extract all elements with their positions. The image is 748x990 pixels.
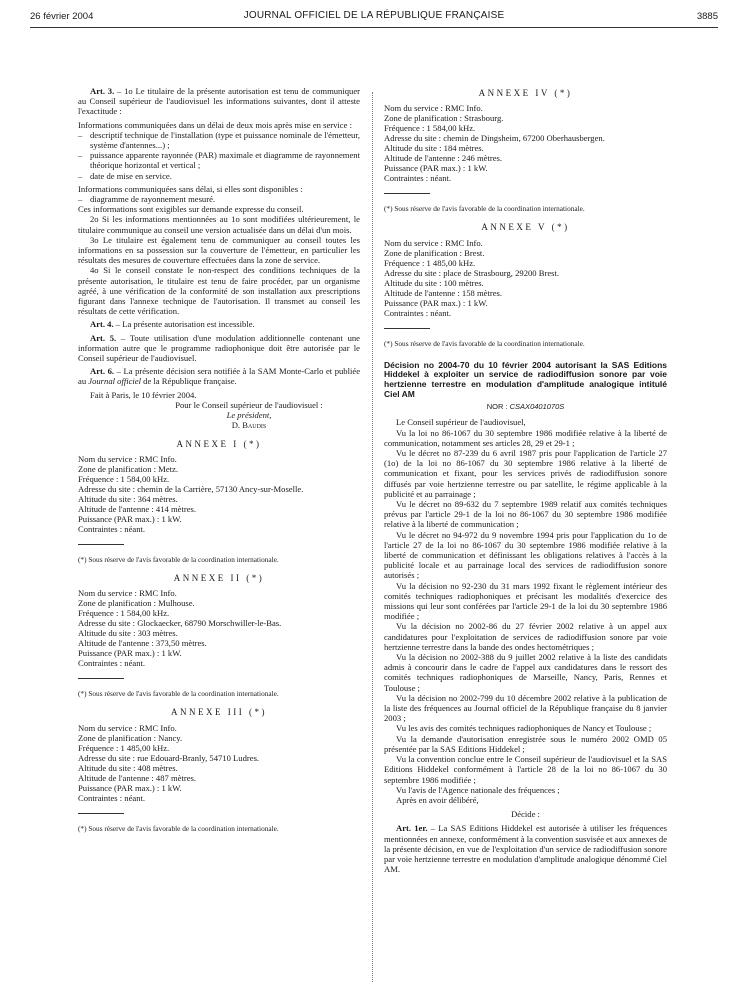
annex-line: Nom du service : RMC Info. xyxy=(78,722,177,733)
annex-line: Altitude de l'antenne : 414 mètres. xyxy=(78,503,197,514)
decision-article-1 xyxy=(384,823,667,874)
annex-3-title: ANNEXE III (*) xyxy=(171,707,267,718)
vu-item: Vu la demande d'autorisation enregistrée sous le numéro 2002 OMD 05 présentée par la SAS Editions Hiddekel ; xyxy=(384,733,667,754)
footnote-rule xyxy=(78,813,124,814)
nor-code: CSAX0401070S xyxy=(509,402,565,412)
annex-line: Fréquence : 1 584,00 kHz. xyxy=(78,608,170,619)
paragraph-2: 2o Si les informations mentionnées au 1o sont modifiées ultérieurement, le titulaire communique au conseil une version actualisée dans un délai d'un mois. xyxy=(78,214,360,235)
decision-article-1-text: – La SAS Editions Hiddekel est autorisée à utiliser les fréquences mentionnées en annexe, conformément à la convention susvisée et aux annexes de la présente décision, en vue de l'exploitation d'un service de radiodiffusion sonore par voie hertzienne terrestre en modulation d'amplitude analogique dénommé Ciel AM. xyxy=(384,823,668,875)
info-exigibles: Ces informations sont exigibles sur demande expresse du conseil. xyxy=(78,204,304,215)
article-3 xyxy=(78,86,360,117)
annex-line: Contraintes : néant. xyxy=(78,792,146,803)
annex-2-body xyxy=(78,588,360,668)
article-3-intro: – 1o Le titulaire de la présente autorisation est tenu de communiquer au Conseil supérieur de l'audiovisuel les informations suivantes, dont il atteste l'exactitude : xyxy=(78,86,360,117)
annex-4-body xyxy=(384,103,667,183)
annex-line: Adresse du site : rue Edouard-Branly, 54710 Ludres. xyxy=(78,752,260,763)
left-column xyxy=(78,86,360,834)
paragraph-4: 4o Si le conseil constate le non-respect des conditions techniques de la présente autorisation, le titulaire est tenu de faire procéder, par un organisme agréé, à une vérification de la conformité de son installation aux prescriptions figurant dans l'annexe technique de l'autorisation. Il transmet au conseil les résultats de cette vérification. xyxy=(78,265,360,317)
annex-line: Puissance (PAR max.) : 1 kW. xyxy=(384,297,488,308)
signatory-role: Pour le Conseil supérieur de l'audiovisuel : xyxy=(175,399,323,410)
nor-label: NOR : xyxy=(486,402,510,412)
annex-line: Altitude du site : 100 mètres. xyxy=(384,277,484,288)
annex-line: Contraintes : néant. xyxy=(78,523,146,534)
annex-line: Puissance (PAR max.) : 1 kW. xyxy=(78,782,182,793)
header-rule xyxy=(30,27,718,28)
nor-reference xyxy=(384,402,667,412)
annex-line: Nom du service : RMC Info. xyxy=(78,588,177,599)
vu-item: Vu les avis des comités techniques radiophoniques de Nancy et Toulouse ; xyxy=(396,723,652,734)
footnote: (*) Sous réserve de l'avis favorable de la coordination internationale. xyxy=(384,204,585,214)
vu-item: Vu la convention conclue entre le Conseil supérieur de l'audiovisuel et la SAS Editions Hiddekel conformément à l'article 28 de la loi no 86-1067 du 30 septembre 1986 modifiée ; xyxy=(384,754,667,785)
annex-line: Nom du service : RMC Info. xyxy=(384,103,483,114)
footnote: (*) Sous réserve de l'avis favorable de la coordination internationale. xyxy=(78,554,279,564)
article-5-text: – Toute utilisation d'une modulation additionnelle contenant une information autre que le programme radiophonique doit être autorisée par le Conseil supérieur de l'audiovisuel. xyxy=(78,332,360,364)
article-4 xyxy=(78,319,360,329)
decision-intro: Le Conseil supérieur de l'audiovisuel, xyxy=(396,417,526,428)
annex-1-body xyxy=(78,454,360,534)
decide-heading: Décide : xyxy=(511,809,540,820)
footnote-rule xyxy=(78,544,124,545)
list-item: – descriptif technique de l'installation (type et puissance nominale de l'émetteur, système d'antennes...) ; xyxy=(78,130,360,150)
article-6-label: Art. 6. xyxy=(90,366,115,377)
annex-line: Altitude de l'antenne : 158 mètres. xyxy=(384,287,503,298)
annex-line: Contraintes : néant. xyxy=(78,658,146,669)
decision-article-1-label: Art. 1er. xyxy=(396,823,428,834)
footnote-rule xyxy=(384,193,430,194)
article-6-text-b: de la République française. xyxy=(141,376,237,387)
annex-line: Nom du service : RMC Info. xyxy=(78,453,177,464)
page-header xyxy=(30,8,718,24)
list-item: – puissance apparente rayonnée (PAR) maximale et diagramme de rayonnement théorique horizontal et vertical ; xyxy=(78,150,360,170)
annex-1-title: ANNEXE I (*) xyxy=(176,438,262,449)
annex-3-body xyxy=(78,723,360,803)
article-6 xyxy=(78,366,360,386)
vu-item: Vu la décision no 2002-388 du 9 juillet 2002 relative à la liste des candidats admis à concourir dans le cadre de l'appel aux candidatures dans le ressort des comités techniques radiophoniques de Marseille, Nancy, Paris, Rennes et Toulouse ; xyxy=(384,652,667,693)
annex-4-title: ANNEXE IV (*) xyxy=(478,88,573,98)
annex-line: Contraintes : néant. xyxy=(384,173,452,184)
list-item: – diagramme de rayonnement mesuré. xyxy=(78,194,360,204)
vu-item: Vu la décision no 2002-86 du 27 février 2002 relative à un appel aux candidatures pour l'exploitation de services de radiodiffusion sonore par voie hertzienne terrestre dans la bande des ondes hectométriques ; xyxy=(384,621,667,652)
footnote-rule xyxy=(78,678,124,679)
annex-line: Puissance (PAR max.) : 1 kW. xyxy=(78,648,182,659)
article-6-text-a: – La présente décision sera notifiée à la SAM Monte-Carlo et publiée au xyxy=(78,366,361,387)
annex-line: Zone de planification : Metz. xyxy=(78,463,178,474)
article-5 xyxy=(78,333,360,364)
annex-line: Contraintes : néant. xyxy=(384,307,452,318)
header-date: 26 février 2004 xyxy=(30,11,94,22)
annex-line: Puissance (PAR max.) : 1 kW. xyxy=(384,163,488,174)
info-no-delay: Informations communiquées sans délai, si elles sont disponibles : xyxy=(78,183,303,194)
right-column xyxy=(384,88,667,874)
annex-line: Adresse du site : chemin de Dingsheim, 67200 Oberhausbergen. xyxy=(384,133,605,144)
signature-name: D. Baudis xyxy=(231,420,267,431)
info-list-2 xyxy=(78,194,360,204)
vu-item: Vu l'avis de l'Agence nationale des fréquences ; xyxy=(396,784,560,795)
annex-line: Zone de planification : Brest. xyxy=(384,247,485,258)
annex-line: Puissance (PAR max.) : 1 kW. xyxy=(78,513,182,524)
annex-2-title: ANNEXE II (*) xyxy=(173,572,265,583)
annex-line: Fréquence : 1 485,00 kHz. xyxy=(78,742,170,753)
annex-line: Altitude de l'antenne : 246 mètres. xyxy=(384,153,503,164)
vu-item: Vu la décision no 92-230 du 31 mars 1992 fixant le règlement intérieur des comités techniques radiophoniques et précisant les modalités d'exercice des missions qui leur sont conférées par l'article 29-1 de la loi du 30 septembre 1986 modifiée ; xyxy=(384,580,667,622)
info-two-months: Informations communiquées dans un délai de deux mois après mise en service : xyxy=(78,119,352,130)
article-3-label: Art. 3. xyxy=(90,86,115,96)
footnote: (*) Sous réserve de l'avis favorable de la coordination internationale. xyxy=(78,689,279,699)
annex-line: Altitude de l'antenne : 487 mètres. xyxy=(78,772,197,783)
footnote: (*) Sous réserve de l'avis favorable de la coordination internationale. xyxy=(78,823,279,833)
annex-line: Fréquence : 1 485,00 kHz. xyxy=(384,257,476,268)
article-5-label: Art. 5. xyxy=(90,332,117,343)
annex-line: Adresse du site : Glockaecker, 68790 Morschwiller-le-Bas. xyxy=(78,618,282,629)
annex-line: Altitude du site : 364 mètres. xyxy=(78,493,178,504)
annex-line: Altitude du site : 303 mètres. xyxy=(78,628,178,639)
fait-a-paris: Fait à Paris, le 10 février 2004. xyxy=(90,389,197,400)
footnote: (*) Sous réserve de l'avis favorable de la coordination internationale. xyxy=(384,338,585,348)
journal-title: JOURNAL OFFICIEL DE LA RÉPUBLIQUE FRANÇAISE xyxy=(243,10,505,21)
annex-line: Altitude du site : 184 mètres. xyxy=(384,143,484,154)
president-label: Le président, xyxy=(226,410,272,421)
annex-line: Altitude du site : 408 mètres. xyxy=(78,762,178,773)
vu-item: Vu le décret no 94-972 du 9 novembre 1994 pris pour l'application du 1o de l'article 27 de la loi no 86-1067 du 30 septembre 1986 modifiée relative à la liberté de communication et définissant les obligations relatives à l'accès à la publicité locale et au parrainage local des services de radiodiffusion sonore autorisés ; xyxy=(384,529,667,581)
journal-officiel-ref: Journal officiel xyxy=(88,376,142,387)
list-item: – date de mise en service. xyxy=(78,171,360,181)
annex-line: Zone de planification : Strasbourg. xyxy=(384,113,504,124)
article-4-label: Art. 4. xyxy=(90,319,114,330)
annex-line: Zone de planification : Mulhouse. xyxy=(78,598,195,609)
annex-line: Fréquence : 1 584,00 kHz. xyxy=(78,473,170,484)
annex-5-title: ANNEXE V (*) xyxy=(481,222,570,233)
column-divider xyxy=(372,92,373,982)
paragraph-3: 3o Le titulaire est également tenu de communiquer au conseil toutes les informations en sa possession sur la couverture de l'émetteur, en particulier les résultats des mesures de couverture effectuées dans la zone de service. xyxy=(78,234,360,266)
annex-line: Fréquence : 1 584,00 kHz. xyxy=(384,123,476,134)
page-number: 3885 xyxy=(696,11,718,22)
decision-title: Décision no 2004-70 du 10 février 2004 autorisant la SAS Editions Hiddekel à exploiter un service de radiodiffusion sonore par voie hertzienne terrestre en modulation d'amplitude analogique intitulé Ciel AM xyxy=(384,359,667,399)
footnote-rule xyxy=(384,328,430,329)
annex-line: Nom du service : RMC Info. xyxy=(384,237,483,248)
president-title xyxy=(78,410,360,420)
info-list-1 xyxy=(78,130,360,181)
annex-5-body xyxy=(384,238,667,318)
vu-item: Vu le décret no 89-632 du 7 septembre 1989 relatif aux comités techniques prévus par l'article 29-1 de la loi no 86-1067 du 30 septembre 1986 modifiée relative à la liberté de communication ; xyxy=(384,499,667,530)
annex-line: Adresse du site : place de Strasbourg, 29200 Brest. xyxy=(384,267,560,278)
vu-item: Vu le décret no 87-239 du 6 avril 1987 pris pour l'application de l'article 27 (1o) de la loi no 86-1067 du 30 septembre 1986 relative à la liberté de communication et fixant, pour les services privés de radiodiffusion sonore diffusés par voie hertzienne terrestre ou par satellite, le régime applicable à la publicité et au parrainage ; xyxy=(384,448,667,499)
vu-item: Vu la loi no 86-1067 du 30 septembre 1986 modifiée relative à la liberté de communication, notamment ses articles 28, 29 et 29-1 ; xyxy=(384,427,667,448)
vu-item: Après en avoir délibéré, xyxy=(396,794,479,805)
annex-line: Adresse du site : chemin de la Carrière, 57130 Ancy-sur-Moselle. xyxy=(78,483,304,494)
annex-line: Altitude de l'antenne : 373,50 mètres. xyxy=(78,638,207,649)
article-4-text: – La présente autorisation est incessible. xyxy=(113,319,255,330)
vu-item: Vu la décision no 2002-799 du 10 décembre 2002 relative à la publication de la liste des fréquences au Journal officiel de la République française du 8 janvier 2003 ; xyxy=(384,692,667,724)
annex-line: Zone de planification : Nancy. xyxy=(78,732,183,743)
